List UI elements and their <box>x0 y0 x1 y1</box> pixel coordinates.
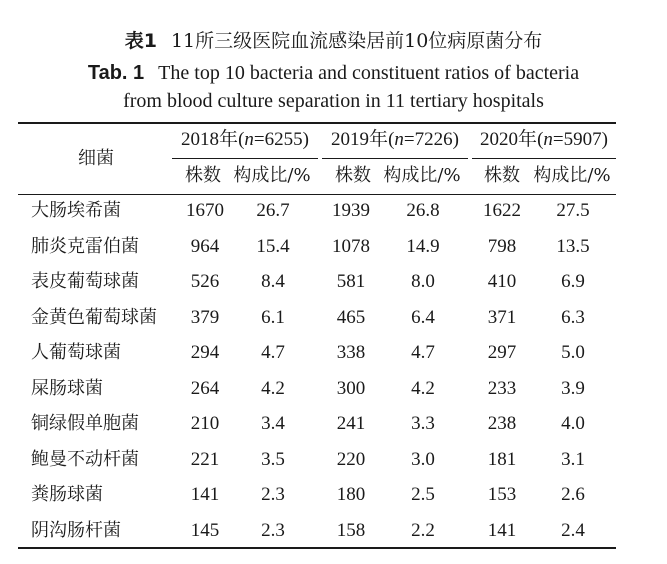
constituent-ratio: 5.0 <box>561 342 585 363</box>
table-title-en-line1: The top 10 bacteria and constituent ratios of bacteria <box>158 62 580 84</box>
table-label-en: Tab. 1 <box>87 62 145 84</box>
year-group-header <box>315 128 475 152</box>
bacteria-name: 铜绿假单胞菌 <box>31 413 139 434</box>
constituent-ratio: 15.4 <box>256 235 290 257</box>
constituent-ratio: 27.5 <box>556 200 590 221</box>
group-underline <box>322 158 468 159</box>
constituent-ratio: 6.1 <box>261 306 285 328</box>
year-group-header <box>165 128 325 152</box>
group-n-value: =7226) <box>403 129 459 150</box>
strain-count: 465 <box>336 306 366 328</box>
strain-count: 180 <box>336 484 366 505</box>
strain-count: 221 <box>190 448 220 470</box>
strain-count: 338 <box>336 342 366 363</box>
group-n-value: =5907) <box>552 129 608 150</box>
group-year: 2018年 <box>181 129 239 150</box>
year-group-header <box>464 128 624 152</box>
constituent-ratio: 3.9 <box>561 377 585 399</box>
constituent-ratio: 2.5 <box>411 484 435 505</box>
strain-count: 526 <box>190 271 220 292</box>
constituent-ratio: 2.2 <box>411 519 435 541</box>
group-paren: ( <box>238 129 245 150</box>
count-column-header: 株数 <box>484 165 520 186</box>
strain-count: 153 <box>487 484 517 505</box>
strain-count: 294 <box>190 342 220 363</box>
strain-count: 1939 <box>332 200 370 221</box>
constituent-ratio: 4.2 <box>411 377 435 399</box>
bacteria-name: 大肠埃希菌 <box>31 200 121 221</box>
constituent-ratio: 3.1 <box>561 448 585 470</box>
strain-count: 300 <box>336 377 366 399</box>
constituent-ratio: 26.8 <box>406 200 440 221</box>
strain-count: 238 <box>487 413 517 434</box>
constituent-ratio: 8.0 <box>411 271 435 292</box>
strain-count: 379 <box>190 306 220 328</box>
strain-count: 1622 <box>483 200 521 221</box>
strain-count: 181 <box>487 448 517 470</box>
bacteria-name: 金黄色葡萄球菌 <box>31 306 157 328</box>
constituent-ratio: 4.7 <box>261 342 285 363</box>
table-label-zh: 表1 <box>124 30 157 52</box>
constituent-ratio: 26.7 <box>256 200 290 221</box>
table-title-zh: 11所三级医院血流感染居前10位病原菌分布 <box>170 30 543 52</box>
bacteria-name: 屎肠球菌 <box>31 377 103 399</box>
strain-count: 1078 <box>332 235 370 257</box>
group-n-symbol: n <box>543 129 553 150</box>
constituent-ratio: 8.4 <box>261 271 285 292</box>
bacteria-name: 人葡萄球菌 <box>31 342 121 363</box>
strain-count: 141 <box>487 519 517 541</box>
strain-count: 798 <box>487 235 517 257</box>
strain-count: 233 <box>487 377 517 399</box>
strain-count: 1670 <box>186 200 224 221</box>
count-column-header: 株数 <box>335 165 371 186</box>
bacteria-name: 鲍曼不动杆菌 <box>31 448 139 470</box>
strain-count: 297 <box>487 342 517 363</box>
constituent-ratio: 13.5 <box>556 235 590 257</box>
constituent-ratio: 2.3 <box>261 519 285 541</box>
ratio-column-header: 构成比/% <box>233 165 311 186</box>
ratio-column-header: 构成比/% <box>533 165 611 186</box>
header-rule <box>18 194 616 195</box>
constituent-ratio: 3.5 <box>261 448 285 470</box>
constituent-ratio: 4.7 <box>411 342 435 363</box>
strain-count: 220 <box>336 448 366 470</box>
top-rule <box>18 122 616 124</box>
constituent-ratio: 3.0 <box>411 448 435 470</box>
group-paren: ( <box>388 129 395 150</box>
group-n-value: =6255) <box>253 129 309 150</box>
strain-count: 241 <box>336 413 366 434</box>
group-underline <box>472 158 616 159</box>
bacteria-name: 粪肠球菌 <box>31 484 103 505</box>
strain-count: 964 <box>190 235 220 257</box>
bacteria-name: 肺炎克雷伯菌 <box>31 235 139 257</box>
constituent-ratio: 3.4 <box>261 413 285 434</box>
strain-count: 141 <box>190 484 220 505</box>
group-year: 2020年 <box>480 129 538 150</box>
strain-count: 145 <box>190 519 220 541</box>
constituent-ratio: 6.4 <box>411 306 435 328</box>
strain-count: 158 <box>336 519 366 541</box>
table-caption-en <box>0 60 667 86</box>
strain-count: 410 <box>487 271 517 292</box>
strain-count: 264 <box>190 377 220 399</box>
table-caption-zh <box>0 28 667 54</box>
bottom-rule <box>18 547 616 549</box>
group-underline <box>172 158 318 159</box>
strain-count: 581 <box>336 271 366 292</box>
constituent-ratio: 14.9 <box>406 235 440 257</box>
stub-header: 细菌 <box>78 148 114 169</box>
constituent-ratio: 6.9 <box>561 271 585 292</box>
table-title-en-line2: from blood culture separation in 11 tertiary hospitals <box>123 90 544 112</box>
constituent-ratio: 4.0 <box>561 413 585 434</box>
ratio-column-header: 构成比/% <box>383 165 461 186</box>
group-n-symbol: n <box>244 129 254 150</box>
count-column-header: 株数 <box>185 165 221 186</box>
constituent-ratio: 2.4 <box>561 519 585 541</box>
group-paren: ( <box>537 129 544 150</box>
strain-count: 210 <box>190 413 220 434</box>
bacteria-name: 表皮葡萄球菌 <box>31 271 139 292</box>
strain-count: 371 <box>487 306 517 328</box>
group-n-symbol: n <box>394 129 404 150</box>
group-year: 2019年 <box>331 129 389 150</box>
bacteria-name: 阴沟肠杆菌 <box>31 519 121 541</box>
constituent-ratio: 3.3 <box>411 413 435 434</box>
constituent-ratio: 4.2 <box>261 377 285 399</box>
constituent-ratio: 2.3 <box>261 484 285 505</box>
constituent-ratio: 2.6 <box>561 484 585 505</box>
constituent-ratio: 6.3 <box>561 306 585 328</box>
